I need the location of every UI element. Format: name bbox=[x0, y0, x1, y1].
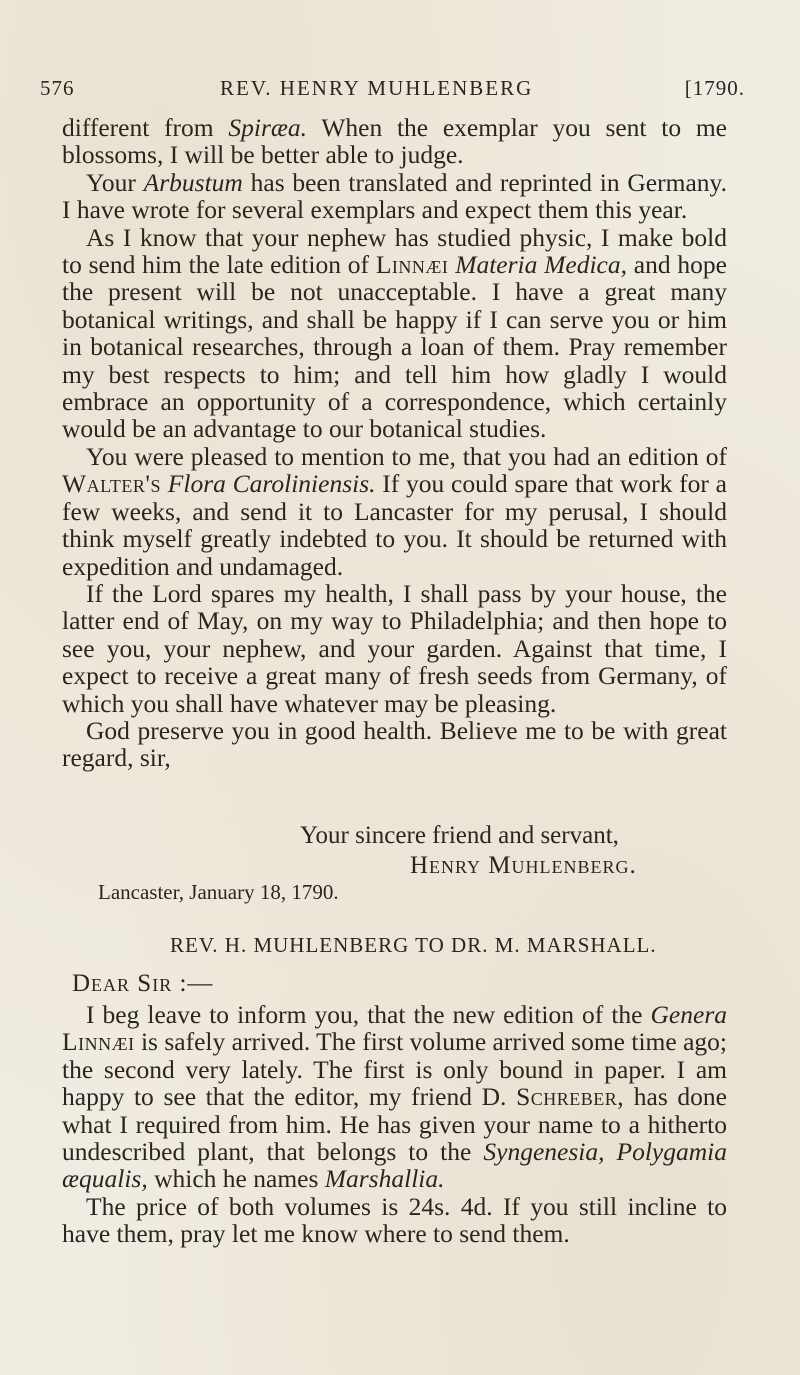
letter2-title: REV. H. MUHLENBERG TO DR. M. MARSHALL. bbox=[170, 933, 657, 957]
letter1-paragraph-1: different from Spiræa. When the exemplar you sent to me blossoms, I will be better able to judge. bbox=[62, 113, 727, 170]
letter2-paragraph-1: I beg leave to inform you, that the new edition of the Genera Linnæi is safely arrived. The first volume arrived some time ago; the second very lately. The first is only bound in paper. I am happy to see that the editor, my friend D. Schreber, has done what I required from him. He has given your name to a hitherto undescribed plant, that belongs to the Syngenesia, Polygamia æqualis, which he names Marshallia. bbox=[62, 1000, 728, 1194]
letter1-paragraph-3: As I know that your nephew has studied physic, I make bold to send him the late edition of Linnæi Materia Medica, and hope the present will be not unacceptable. I have a great many botanical writings, and shall be happy if I can serve you or him in botanical researches, through a loan of them. Pray remember my best respects to him; and tell him how gladly I would embrace an opportunity of a correspondence, which certainly would be an advantage to our botanical studies. bbox=[62, 222, 727, 444]
letter1-paragraph-2: Your Arbustum has been translated and reprinted in Germany. I have wrote for several exemplars and expect them this year. bbox=[62, 167, 727, 225]
letter1-place-date: Lancaster, January 18, 1790. bbox=[98, 880, 339, 904]
running-title: REV. HENRY MUHLENBERG bbox=[220, 76, 534, 100]
running-header bbox=[40, 68, 745, 108]
letter1-body bbox=[62, 114, 727, 772]
letter1-signature: Henry Muhlenberg. bbox=[410, 852, 637, 879]
letter1-paragraph-4: You were pleased to mention to me, that you had an edition of Walter's Flora Caroliniensis. If you could spare that work for a few weeks, and send it to Lancaster for my perusal, I should think myself greatly indebted to you. It should be returned with expedition and undamaged. bbox=[62, 441, 727, 581]
header-year: [1790. bbox=[684, 76, 745, 100]
letter1-paragraph-6: God preserve you in good health. Believe me to be with great regard, sir, bbox=[62, 715, 727, 773]
letter2-body bbox=[62, 1001, 727, 1248]
letter1-paragraph-5: If the Lord spares my health, I shall pass by your house, the latter end of May, on my way to Philadelphia; and then hope to see you, your nephew, and your garden. Against that time, I expect to receive a great many of fresh seeds from Germany, of which you shall have whatever may be pleasing. bbox=[62, 578, 727, 718]
letter1-closing: Your sincere friend and servant, bbox=[300, 822, 619, 849]
page-number: 576 bbox=[40, 76, 75, 100]
letter2-salutation: Dear Sir :— bbox=[72, 970, 214, 997]
letter2-paragraph-2: The price of both volumes is 24s. 4d. If you still incline to have them, pray let me know where to send them. bbox=[62, 1191, 727, 1249]
